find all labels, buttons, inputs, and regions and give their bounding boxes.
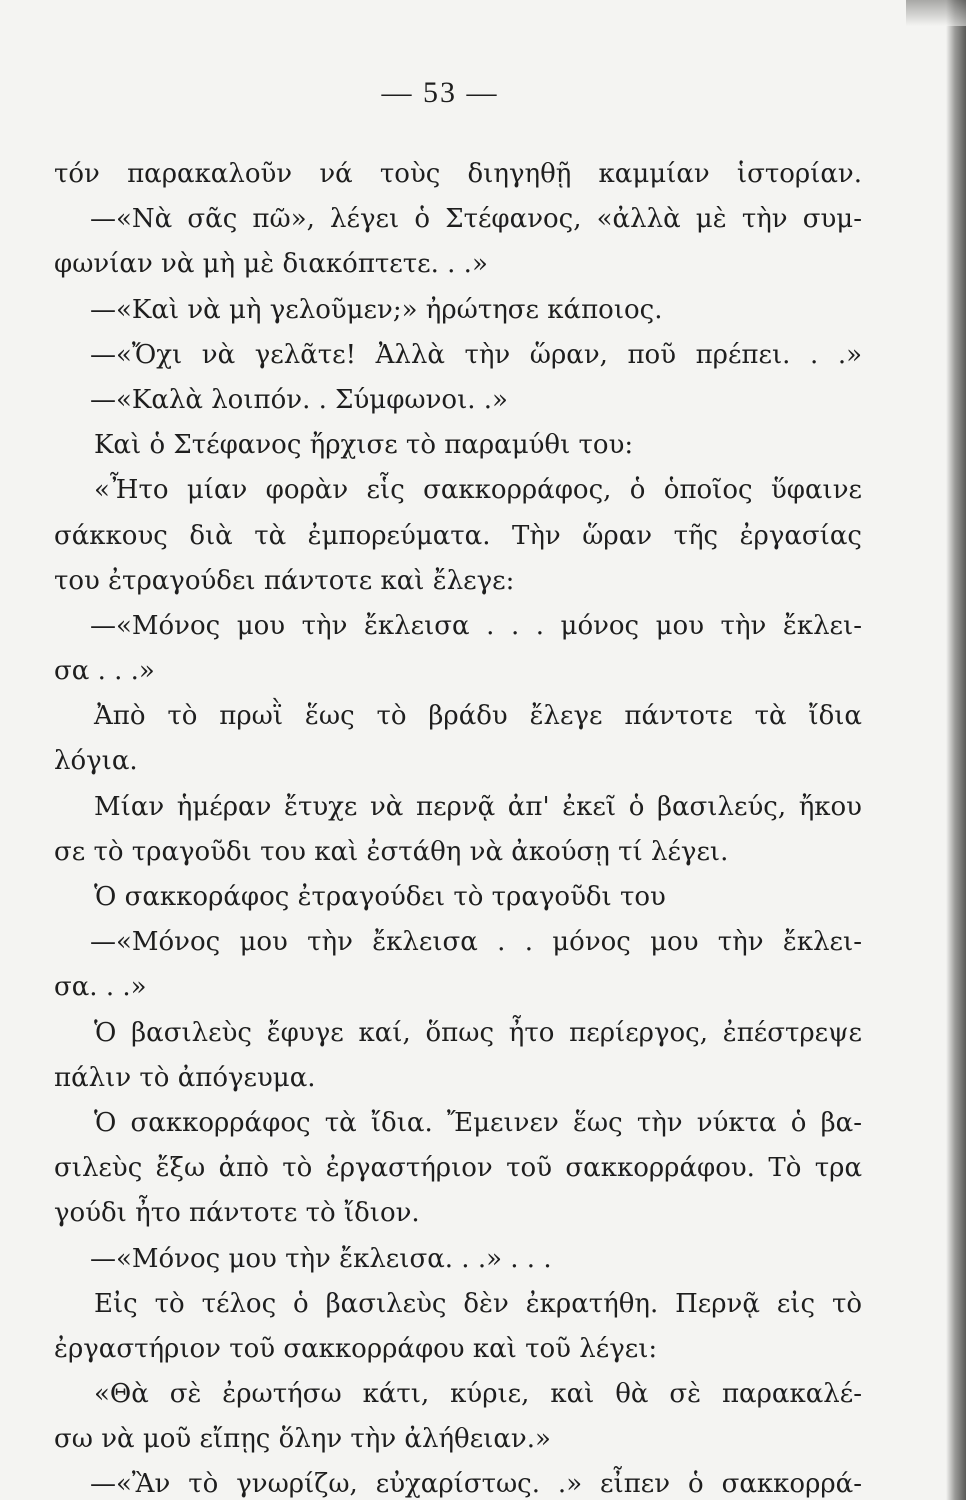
- text-line: Ἀπὸ τὸ πρωῒ ἕως τὸ βράδυ ἔλεγε πάντοτε τὰ ἴδια: [94, 701, 862, 732]
- text-line: λόγια.: [54, 746, 138, 777]
- page-number: — 53 —: [381, 76, 499, 109]
- text-line: Ὁ βασιλεὺς ἔφυγε καί, ὅπως ἦτο περίεργος, ἐπέστρεψε: [94, 1017, 862, 1048]
- text-line: —«Ὄχι νὰ γελᾶτε! Ἀλλὰ τὴν ὥραν, ποῦ πρέπει. . .»: [90, 339, 862, 370]
- text-line: Καὶ ὁ Στέφανος ἤρχισε τὸ παραμύθι του:: [94, 430, 634, 461]
- text-line: Μίαν ἡμέραν ἔτυχε νὰ περνᾷ ἀπ' ἐκεῖ ὁ βασιλεύς, ἤκου: [94, 791, 862, 822]
- text-line: φωνίαν νὰ μὴ μὲ διακόπτετε. . .»: [54, 249, 488, 280]
- text-line: σα. . .»: [54, 972, 147, 1003]
- text-line: —«Νὰ σᾶς πῶ», λέγει ὁ Στέφανος, «ἀλλὰ μὲ τὴν συμ-: [90, 204, 862, 235]
- text-line: —«Ἂν τὸ γνωρίζω, εὐχαρίστως. .» εἶπεν ὁ σακκορρά-: [90, 1469, 862, 1500]
- text-line: Εἰς τὸ τέλος ὁ βασιλεὺς δὲν ἐκρατήθη. Περνᾷ εἰς τὸ: [94, 1288, 862, 1319]
- text-line: τόν παρακαλοῦν νά τοὺς διηγηθῇ καμμίαν ἱστορίαν.: [54, 159, 862, 189]
- text-line: σα . . .»: [54, 656, 155, 687]
- text-line: πάλιν τὸ ἀπόγευμα.: [54, 1062, 316, 1093]
- page-edge-shadow: [946, 0, 966, 1500]
- text-line: «Θὰ σὲ ἐρωτήσω κάτι, κύριε, καὶ θὰ σὲ παρακαλέ-: [94, 1379, 862, 1410]
- page-corner-shadow: [906, 0, 966, 26]
- text-line: Ὁ σακκοράφος ἐτραγούδει τὸ τραγοῦδι του: [94, 882, 666, 912]
- body-text: [54, 152, 862, 1500]
- text-line: «Ἦτο μίαν φορὰν εἷς σακκορράφος, ὁ ὁποῖος ὕφαινε: [94, 475, 862, 506]
- text-line: σε τὸ τραγοῦδι του καὶ ἐστάθη νὰ ἀκούσῃ τί λέγει.: [54, 836, 729, 867]
- text-line: σω νὰ μοῦ εἴπῃς ὅλην τὴν ἀλήθειαν.»: [54, 1424, 551, 1455]
- text-line: σάκκους διὰ τὰ ἐμπορεύματα. Τὴν ὥραν τῆς ἐργασίας: [54, 520, 862, 551]
- text-line: Ὁ σακκορράφος τὰ ἴδια. Ἔμεινεν ἕως τὴν νύκτα ὁ βα-: [94, 1107, 862, 1138]
- text-line: —«Μόνος μου τὴν ἔκλεισα. . .» . . .: [90, 1243, 552, 1274]
- text-line: γούδι ἦτο πάντοτε τὸ ἴδιον.: [54, 1198, 420, 1229]
- text-line: του ἐτραγούδει πάντοτε καὶ ἔλεγε:: [54, 565, 515, 596]
- text-line: —«Καὶ νὰ μὴ γελοῦμεν;» ἠρώτησε κάποιος.: [90, 294, 663, 325]
- text-line: ἐργαστήριον τοῦ σακκορράφου καὶ τοῦ λέγει:: [54, 1333, 658, 1364]
- text-line: —«Καλὰ λοιπόν. . Σύμφωνοι. .»: [90, 384, 508, 415]
- text-line: σιλεὺς ἔξω ἀπὸ τὸ ἐργαστήριον τοῦ σακκορράφου. Τὸ τρα: [54, 1153, 862, 1184]
- text-line: —«Μόνος μου τὴν ἔκλεισα . . μόνος μου τὴν ἔκλει-: [90, 927, 862, 958]
- text-line: —«Μόνος μου τὴν ἔκλεισα . . . μόνος μου τὴν ἔκλει-: [90, 610, 862, 641]
